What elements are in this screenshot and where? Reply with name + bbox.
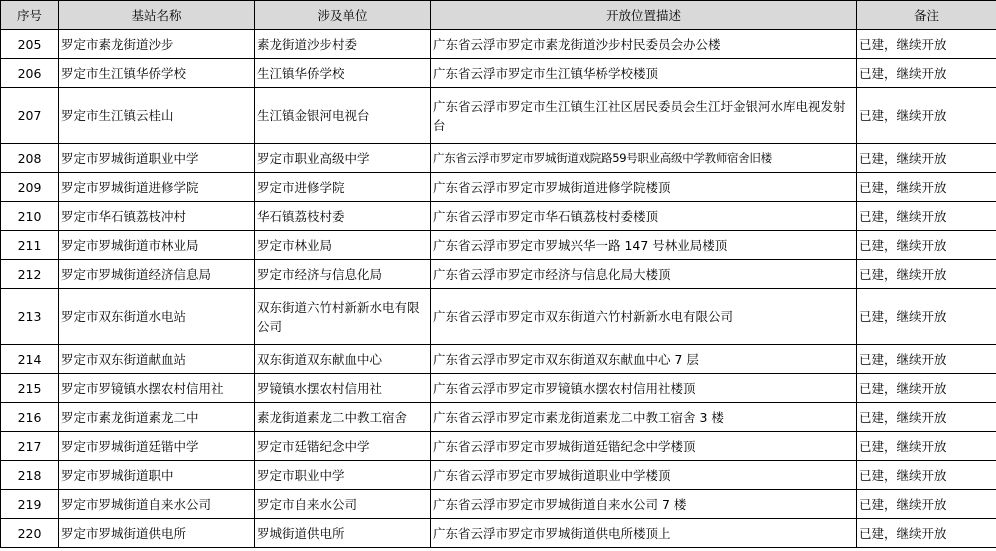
- cell-note: 已建，继续开放: [857, 173, 996, 202]
- cell-note: 已建，继续开放: [857, 461, 996, 490]
- cell-no: 216: [1, 403, 59, 432]
- cell-location: 广东省云浮市罗定市罗城街道供电所楼顶上: [431, 519, 857, 548]
- table-row: [1, 231, 996, 260]
- table-row: [1, 490, 996, 519]
- cell-unit: 华石镇荔枝村委: [255, 202, 431, 231]
- cell-location: 广东省云浮市罗定市华石镇荔枝村委楼顶: [431, 202, 857, 231]
- cell-note: 已建，继续开放: [857, 374, 996, 403]
- cell-unit: 罗镜镇水摆农村信用社: [255, 374, 431, 403]
- cell-unit: 罗城街道供电所: [255, 519, 431, 548]
- cell-name: 罗定市生江镇华侨学校: [59, 59, 255, 88]
- table-row: [1, 202, 996, 231]
- table-row: [1, 345, 996, 374]
- cell-name: 罗定市罗城街道职中: [59, 461, 255, 490]
- cell-no: 218: [1, 461, 59, 490]
- cell-location: 广东省云浮市罗定市罗城街道自来水公司 7 楼: [431, 490, 857, 519]
- cell-no: 214: [1, 345, 59, 374]
- header-note: 备注: [857, 1, 996, 30]
- cell-name: 罗定市罗城街道廷锴中学: [59, 432, 255, 461]
- cell-unit: 生江镇华侨学校: [255, 59, 431, 88]
- table-row: [1, 289, 996, 345]
- cell-no: 205: [1, 30, 59, 59]
- cell-name: 罗定市罗城街道经济信息局: [59, 260, 255, 289]
- cell-no: 207: [1, 88, 59, 144]
- cell-location: 广东省云浮市罗定市经济与信息化局大楼顶: [431, 260, 857, 289]
- cell-note: 已建，继续开放: [857, 30, 996, 59]
- cell-no: 217: [1, 432, 59, 461]
- cell-unit: 罗定市廷锴纪念中学: [255, 432, 431, 461]
- cell-note: 已建，继续开放: [857, 88, 996, 144]
- cell-location: 广东省云浮市罗定市罗城街道职业中学楼顶: [431, 461, 857, 490]
- cell-no: 211: [1, 231, 59, 260]
- cell-unit: 素龙街道素龙二中教工宿舍: [255, 403, 431, 432]
- cell-name: 罗定市素龙街道沙步: [59, 30, 255, 59]
- cell-unit: 双东街道六竹村新新水电有限公司: [255, 289, 431, 345]
- cell-location: 广东省云浮市罗定市生江镇华桥学校楼顶: [431, 59, 857, 88]
- cell-location: 广东省云浮市罗定市素龙街道沙步村民委员会办公楼: [431, 30, 857, 59]
- cell-name: 罗定市罗城街道供电所: [59, 519, 255, 548]
- table-row: [1, 374, 996, 403]
- cell-location: 广东省云浮市罗定市双东街道六竹村新新水电有限公司: [431, 289, 857, 345]
- cell-note: 已建，继续开放: [857, 519, 996, 548]
- cell-name: 罗定市罗城街道自来水公司: [59, 490, 255, 519]
- cell-note: 已建，继续开放: [857, 345, 996, 374]
- table-row: [1, 461, 996, 490]
- table-row: [1, 144, 996, 173]
- table-row: [1, 59, 996, 88]
- cell-no: 208: [1, 144, 59, 173]
- cell-location: 广东省云浮市罗定市罗城街道进修学院楼顶: [431, 173, 857, 202]
- cell-unit: 素龙街道沙步村委: [255, 30, 431, 59]
- cell-no: 219: [1, 490, 59, 519]
- cell-name: 罗定市双东街道献血站: [59, 345, 255, 374]
- cell-location: 广东省云浮市罗定市罗镜镇水摆农村信用社楼顶: [431, 374, 857, 403]
- cell-note: 已建，继续开放: [857, 59, 996, 88]
- cell-location: 广东省云浮市罗定市素龙街道素龙二中教工宿舍 3 楼: [431, 403, 857, 432]
- cell-no: 206: [1, 59, 59, 88]
- cell-no: 213: [1, 289, 59, 345]
- table-row: [1, 519, 996, 548]
- cell-unit: 罗定市职业中学: [255, 461, 431, 490]
- cell-note: 已建，继续开放: [857, 490, 996, 519]
- cell-note: 已建，继续开放: [857, 432, 996, 461]
- header-no: 序号: [1, 1, 59, 30]
- cell-note: 已建，继续开放: [857, 231, 996, 260]
- cell-note: 已建，继续开放: [857, 202, 996, 231]
- cell-note: 已建，继续开放: [857, 144, 996, 173]
- cell-name: 罗定市生江镇云桂山: [59, 88, 255, 144]
- cell-location: 广东省云浮市罗定市罗城兴华一路 147 号林业局楼顶: [431, 231, 857, 260]
- cell-location: 广东省云浮市罗定市罗城街道廷锴纪念中学楼顶: [431, 432, 857, 461]
- cell-location: 广东省云浮市罗定市生江镇生江社区居民委员会生江圩金银河水库电视发射台: [431, 88, 857, 144]
- cell-no: 212: [1, 260, 59, 289]
- table-row: [1, 30, 996, 59]
- cell-note: 已建，继续开放: [857, 403, 996, 432]
- table-row: [1, 260, 996, 289]
- cell-location: 广东省云浮市罗定市双东街道双东献血中心 7 层: [431, 345, 857, 374]
- header-row: [1, 1, 996, 30]
- cell-name: 罗定市罗城街道市林业局: [59, 231, 255, 260]
- cell-unit: 罗定市职业高级中学: [255, 144, 431, 173]
- cell-unit: 罗定市进修学院: [255, 173, 431, 202]
- cell-name: 罗定市素龙街道素龙二中: [59, 403, 255, 432]
- cell-name: 罗定市双东街道水电站: [59, 289, 255, 345]
- cell-name: 罗定市罗城街道进修学院: [59, 173, 255, 202]
- cell-note: 已建，继续开放: [857, 260, 996, 289]
- cell-no: 220: [1, 519, 59, 548]
- header-unit: 涉及单位: [255, 1, 431, 30]
- cell-name: 罗定市华石镇荔枝冲村: [59, 202, 255, 231]
- header-location: 开放位置描述: [431, 1, 857, 30]
- cell-no: 210: [1, 202, 59, 231]
- cell-no: 209: [1, 173, 59, 202]
- table-row: [1, 403, 996, 432]
- table-row: [1, 173, 996, 202]
- header-name: 基站名称: [59, 1, 255, 30]
- table-row: [1, 432, 996, 461]
- cell-location: 广东省云浮市罗定市罗城街道戏院路59号职业高级中学教师宿舍旧楼: [431, 144, 857, 173]
- cell-unit: 罗定市经济与信息化局: [255, 260, 431, 289]
- cell-name: 罗定市罗城街道职业中学: [59, 144, 255, 173]
- cell-note: 已建，继续开放: [857, 289, 996, 345]
- cell-name: 罗定市罗镜镇水摆农村信用社: [59, 374, 255, 403]
- cell-unit: 罗定市自来水公司: [255, 490, 431, 519]
- cell-no: 215: [1, 374, 59, 403]
- table-row: [1, 88, 996, 144]
- cell-unit: 罗定市林业局: [255, 231, 431, 260]
- cell-unit: 生江镇金银河电视台: [255, 88, 431, 144]
- cell-unit: 双东街道双东献血中心: [255, 345, 431, 374]
